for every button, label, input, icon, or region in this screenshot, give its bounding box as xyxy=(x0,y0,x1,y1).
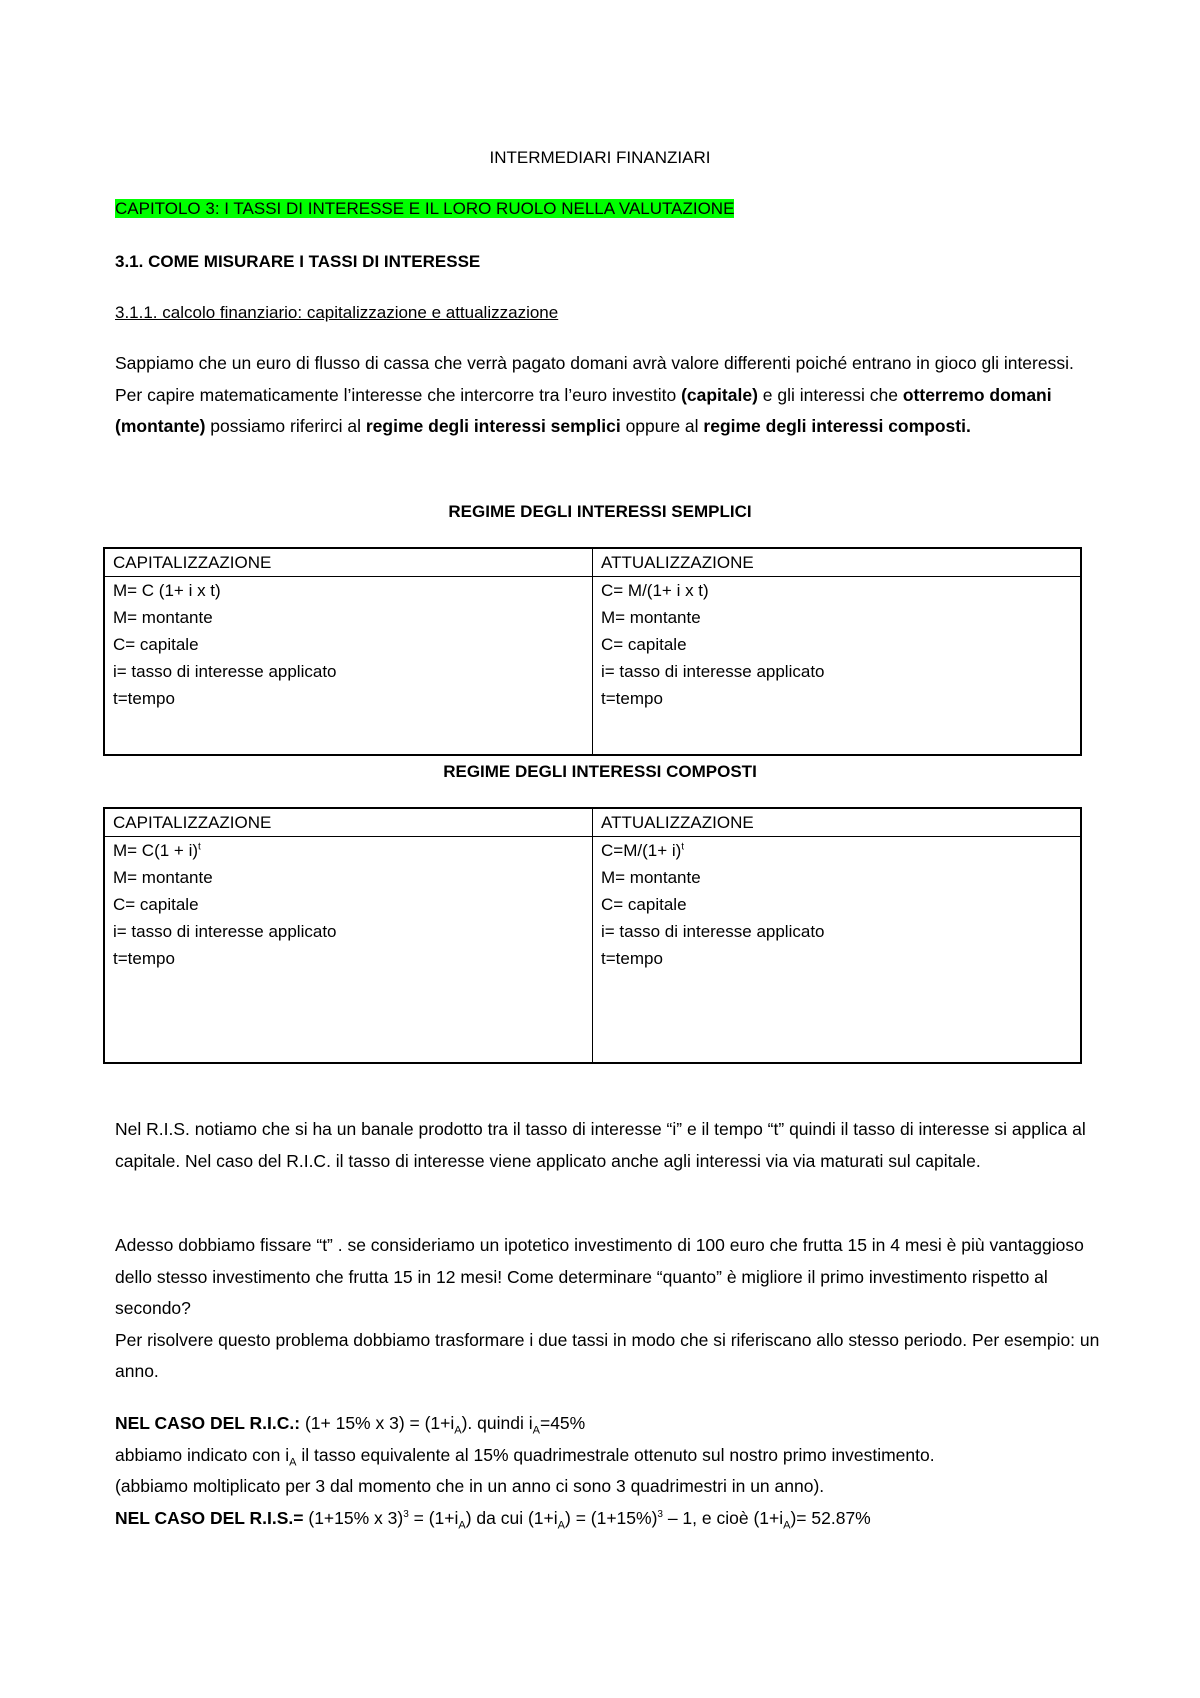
ric-note-1: abbiamo indicato con $i_A$ il tasso equivalente al 15% quadrimestrale ottenuto sul nostro primo investimento. xyxy=(115,1444,935,1468)
subsection-heading: 3.1.1. calcolo finanziario: capitalizzazione e attualizzazione xyxy=(115,303,559,322)
compound-attualizzazione-cell: $C=M/(1+ i)^t$ M= montante C= capitale i= tasso di interesse applicato t=tempo xyxy=(593,837,1082,1063)
compound-regime-title: REGIME DEGLI INTERESSI COMPOSTI xyxy=(443,762,757,781)
section-heading: 3.1. COME MISURARE I TASSI DI INTERESSE xyxy=(115,252,481,271)
simple-regime-title: REGIME DEGLI INTERESSI SEMPLICI xyxy=(448,502,752,521)
compound-col-attualizzazione: ATTUALIZZAZIONE xyxy=(593,808,1082,837)
simple-col-attualizzazione: ATTUALIZZAZIONE xyxy=(593,548,1082,577)
ric-example: NEL CASO DEL R.I.C.: (1+ 15% x $3) = (1+i_A)$. quindi $i_A=45\%$ xyxy=(115,1413,586,1437)
ris-example: NEL CASO DEL R.I.S.= (1+15% x $3)^3 = (1+i_A)$ da cui $(1+i_A) = (1+15\%)^3 - 1$, e cioè $(1+i_A)= 52.87\%$ xyxy=(115,1507,871,1531)
compound-regime-table xyxy=(103,807,1082,1064)
compound-att-formula: $C=M/(1+ i)^t$ xyxy=(601,841,685,860)
simple-capitalizzazione-cell: M= C (1+ i x t) M= montante C= capitale i= tasso di interesse applicato t=tempo xyxy=(104,577,593,755)
compound-capitalizzazione-cell: $M= C(1 + i)^t$ M= montante C= capitale i= tasso di interesse applicato t=tempo xyxy=(104,837,593,1063)
compound-cap-formula: $M= C(1 + i)^t$ xyxy=(113,841,201,860)
ris-paragraph: Nel R.I.S. notiamo che si ha un banale prodotto tra il tasso di interesse “i” e il tempo “t” quindi il tasso di interesse si applica al capitale. Nel caso del R.I.C. il tasso di interesse viene applicato anche agli interessi via via maturati sul capitale. xyxy=(115,1119,1086,1171)
simple-regime-table xyxy=(103,547,1082,756)
fix-time-paragraph: Adesso dobbiamo fissare “t” . se consideriamo un ipotetico investimento di 100 euro che frutta 15 in 4 mesi è più vantaggioso dello stesso investimento che frutta 15 in 12 mesi! Come determinare “quanto” è migliore il primo investimento rispetto al secondo? Per risolvere questo problema dobbiamo trasformare i due tassi in modo che si riferiscano allo stesso periodo. Per esempio: un anno. xyxy=(115,1235,1100,1381)
compound-col-capitalizzazione: CAPITALIZZAZIONE xyxy=(104,808,593,837)
examples-block xyxy=(115,1408,1100,1534)
simple-col-capitalizzazione: CAPITALIZZAZIONE xyxy=(104,548,593,577)
chapter-heading xyxy=(115,199,734,219)
document-title: INTERMEDIARI FINANZIARI xyxy=(489,148,711,167)
simple-attualizzazione-cell: C= M/(1+ i x t) M= montante C= capitale i= tasso di interesse applicato t=tempo xyxy=(593,577,1082,755)
ric-note-2: (abbiamo moltiplicato per 3 dal momento che in un anno ci sono 3 quadrimestri in un anno). xyxy=(115,1476,825,1496)
intro-paragraph: Sappiamo che un euro di flusso di cassa che verrà pagato domani avrà valore differenti poiché entrano in gioco gli interessi. Per capire matematicamente l’interesse che intercorre tra l’euro investito (capitale) e gli interessi che otterremo domani (montante) possiamo riferirci al regime degli interessi semplici oppure al regime degli interessi composti. xyxy=(115,353,1074,436)
chapter-highlight: CAPITOLO 3: I TASSI DI INTERESSE E IL LORO RUOLO NELLA VALUTAZIONE xyxy=(115,199,735,218)
